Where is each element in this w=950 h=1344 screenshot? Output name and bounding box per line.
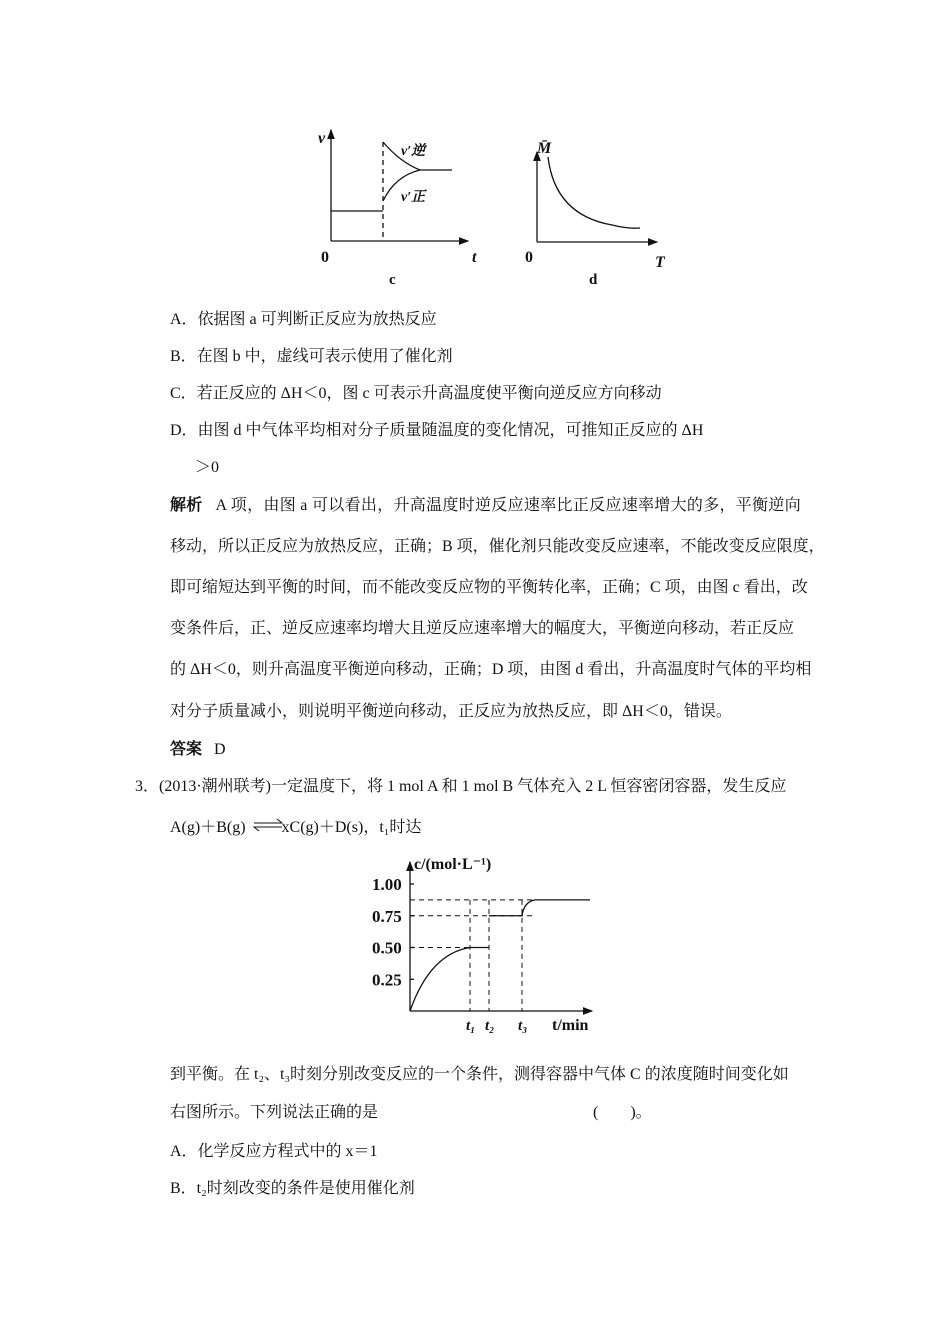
q3-stem: 3．(2013·潮州联考)一定温度下，将 1 mol A 和 1 mol B 气体充入 2 L 恒容密闭容器，发生反应 xyxy=(135,778,787,795)
x-axis-label: t/min xyxy=(552,1017,589,1034)
fig-c-ylabel: v xyxy=(318,130,326,147)
q2-option-d: D．由图 d 中气体平均相对分子质量随温度的变化情况，可推知正反应的 ΔH xyxy=(170,422,704,439)
fig-d-xlabel: T xyxy=(655,254,665,271)
analysis-line: 变条件后，正、逆反应速率均增大且逆反应速率增大的幅度大，平衡逆向移动，若正反应 xyxy=(170,620,795,637)
analysis-line: A 项，由图 a 可以看出，升高温度时逆反应速率比正反应速率增大的多，平衡逆向 xyxy=(215,497,801,514)
q2-option-b: B．在图 b 中，虚线可表示使用了催化剂 xyxy=(170,348,453,365)
q3-option-b: B．t₂时刻改变的条件是使用催化剂 xyxy=(170,1180,415,1197)
answer-value: D xyxy=(214,741,226,758)
q3-stem: 右图所示。下列说法正确的是 xyxy=(170,1104,379,1121)
series-segment xyxy=(489,900,590,916)
q2-option-a: A．依据图 a 可判断正反应为放热反应 xyxy=(170,311,437,328)
y-tick-label: 0.50 xyxy=(372,938,402,958)
q3-option-a: A．化学反应方程式中的 x＝1 xyxy=(170,1143,378,1160)
analysis-line: 即可缩短达到平衡的时间，而不能改变反应物的平衡转化率，正确；C 项，由图 c 看出，改 xyxy=(170,579,808,596)
figure-d xyxy=(537,152,657,242)
q3-equation-right: xC(g)＋D(s)，t₁时达 xyxy=(281,819,422,836)
x-tick-label: t₂ xyxy=(485,1018,495,1034)
fig-c-origin: 0 xyxy=(321,249,329,266)
fig-d-ylabel: M̄ xyxy=(537,140,552,157)
q3-equation-left: A(g)＋B(g) xyxy=(170,819,246,836)
y-tick-label: 0.25 xyxy=(372,970,402,990)
q2-option-d-cont: ＞0 xyxy=(195,459,220,476)
x-tick-label: t₁ xyxy=(466,1018,476,1034)
fig-c-caption: c xyxy=(389,272,396,288)
y-axis-label: c/(mol·L⁻¹) xyxy=(414,856,492,873)
analysis-line: 对分子质量减小，则说明平衡逆向移动，正反应为放热反应，即 ΔH＜0，错误。 xyxy=(170,703,732,720)
q3-stem: 到平衡。在 t₂、t₃时刻分别改变反应的一个条件，测得容器中气体 C 的浓度随时间变化如 xyxy=(170,1066,789,1083)
answer-blank: ( )。 xyxy=(593,1104,652,1121)
fig-d-origin: 0 xyxy=(525,249,533,266)
x-tick-label: t₃ xyxy=(518,1018,528,1034)
analysis-label: 解析 xyxy=(170,497,203,514)
fig-c-xlabel: t xyxy=(472,249,477,266)
fig-d-caption: d xyxy=(589,272,598,288)
concentration-chart xyxy=(372,856,592,1034)
series-segment xyxy=(410,948,489,1012)
figure-c xyxy=(331,130,468,241)
fig-c-lower-label: v′正 xyxy=(401,190,426,205)
analysis-line: 移动，所以正反应为放热反应，正确；B 项，催化剂只能改变反应速率，不能改变反应限度， xyxy=(170,538,825,555)
answer-label: 答案 xyxy=(170,741,203,758)
y-tick-label: 1.00 xyxy=(372,875,402,894)
fig-c-upper-label: v′逆 xyxy=(401,144,426,159)
y-tick-label: 0.75 xyxy=(372,906,402,926)
q2-option-c: C．若正反应的 ΔH＜0，图 c 可表示升高温度使平衡向逆反应方向移动 xyxy=(170,385,662,402)
analysis-line: 的 ΔH＜0，则升高温度平衡逆向移动，正确；D 项，由图 d 看出，升高温度时气体的平均相 xyxy=(170,661,812,678)
